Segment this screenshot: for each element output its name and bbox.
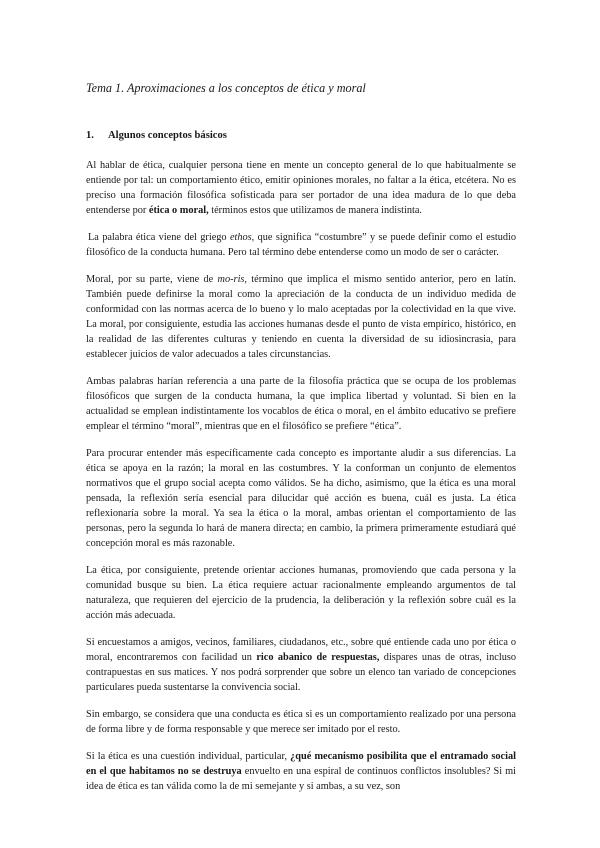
paragraph-4: Ambas palabras harían referencia a una parte de la filosofía práctica que se ocupa de los problemas filosóficos que surgen de la conducta humana, la que implica libertad y voluntad. Si bien en la actualidad se emplean indistintamente los vocablos de ética o moral, en el ámbito educativo se prefiere emplear el término “moral”, mientras que en el filosófico se prefiere “ética”.: [86, 376, 516, 432]
paragraph-6: La ética, por consiguiente, pretende orientar acciones humanas, promoviendo que cada persona y la comunidad busque su bien. La ética requiere actuar racionalmente empleando argumentos de tal naturaleza, que requieren del ejercicio de la prudencia, la deliberación y la reflexión sobre cuál es la acción más adecuada.: [86, 565, 516, 621]
paragraph-7-text-c: dispares unas de otras, incluso contrapuestas en sus matices. Y nos podrá sorprender que sobre un elenco tan variado de concepciones particulares pueda sustentarse la convivencia social.: [86, 652, 516, 693]
paragraph-9-bold: ¿qué mecanismo posibilita que el entramado social en el que habitamos no se destruya: [86, 751, 516, 777]
paragraph-2: [86, 230, 516, 260]
paragraph-1-text-c: términos estos que utilizamos de manera indistinta.: [208, 205, 423, 216]
paragraph-1: [86, 158, 516, 218]
paragraph-3-italic: mo-ris,: [217, 274, 248, 285]
paragraph-2-italic: ethos,: [229, 232, 255, 243]
paragraph-9-text-a: Si la ética es una cuestión individual, particular,: [86, 751, 291, 762]
paragraph-9: [86, 749, 516, 794]
paragraph-3-text-a: Moral, por su parte, viene de: [86, 274, 218, 285]
paragraph-1-bold: ética o moral,: [148, 205, 209, 216]
section-number: 1.: [86, 130, 94, 141]
paragraph-2-text-a: La palabra ética viene del griego: [88, 232, 230, 243]
paragraph-9-text-c: envuelto en una espiral de continuos conflictos insolubles? Si mi idea de ética es tan válida como la de mi semejante y si ambas, a su vez, son: [86, 766, 516, 792]
paragraph-7-text-a: Si encuestamos a amigos, vecinos, familiares, ciudadanos, etc., sobre qué entiende cada uno por ética o moral, encontraremos con facilidad un: [86, 637, 516, 663]
paragraph-5: Para procurar entender más específicamente cada concepto es importante aludir a sus diferencias. La ética se apoya en la razón; la moral en las costumbres. Y la conforman un conjunto de elementos normativos que el grupo social acepta como válidos. Se ha dicho, asimismo, que la ética es una moral pensada, la reflexión sería esencial para dilucidar qué acción es buena, cuál es justa. La ética reflexionaría sobre la moral. Ya sea la ética o la moral, ambas orientan el comportamiento de las personas, pero la segunda lo hará de manera directa; en cambio, la primera primeramente estudiará qué concepción moral es más razonable.: [86, 448, 516, 549]
paragraph-8: Sin embargo, se considera que una conducta es ética si es un comportamiento realizado por una persona de forma libre y de forma responsable y que merece ser imitado por el resto.: [86, 709, 516, 735]
paragraph-3: [86, 272, 516, 362]
document-body: [86, 80, 516, 806]
section-heading: [86, 128, 516, 143]
section-title: Algunos conceptos básicos: [108, 130, 227, 141]
paragraph-3-text-c: término que implica el mismo sentido anterior, pero en latín. También puede definirse la moral como la apreciación de la conducta de un individuo medida de conformidad con las normas acerca de lo bueno y lo malo aceptadas por la colectividad en la que vive. La moral, por consiguiente, estudia las acciones humanas desde el punto de vista empírico, histórico, en la realidad de las diferentes culturas y teniendo en cuenta la diversidad de su idiosincrasia, para establecer juicios de valor adecuados a tales circunstancias.: [86, 274, 516, 360]
document-title: Tema 1. Aproximaciones a los conceptos de ética y moral: [86, 81, 366, 95]
paragraph-7-bold: rico abanico de respuestas,: [256, 652, 380, 663]
paragraph-2-text-c: que significa “costumbre” y se puede definir como el estudio filosófico de la conducta humana. Pero tal término debe entenderse como un modo de ser o carácter.: [86, 232, 516, 258]
paragraph-7: [86, 635, 516, 695]
paragraph-1-text-a: Al hablar de ética, cualquier persona tiene en mente un concepto general de lo que habitualmente se entiende por tal: un comportamiento ético, emitir opiniones morales, no faltar a la ética, etcétera. No es preciso una formación filosófica sofisticada para ser portador de una idea madura de lo que deba entenderse por: [86, 160, 516, 216]
